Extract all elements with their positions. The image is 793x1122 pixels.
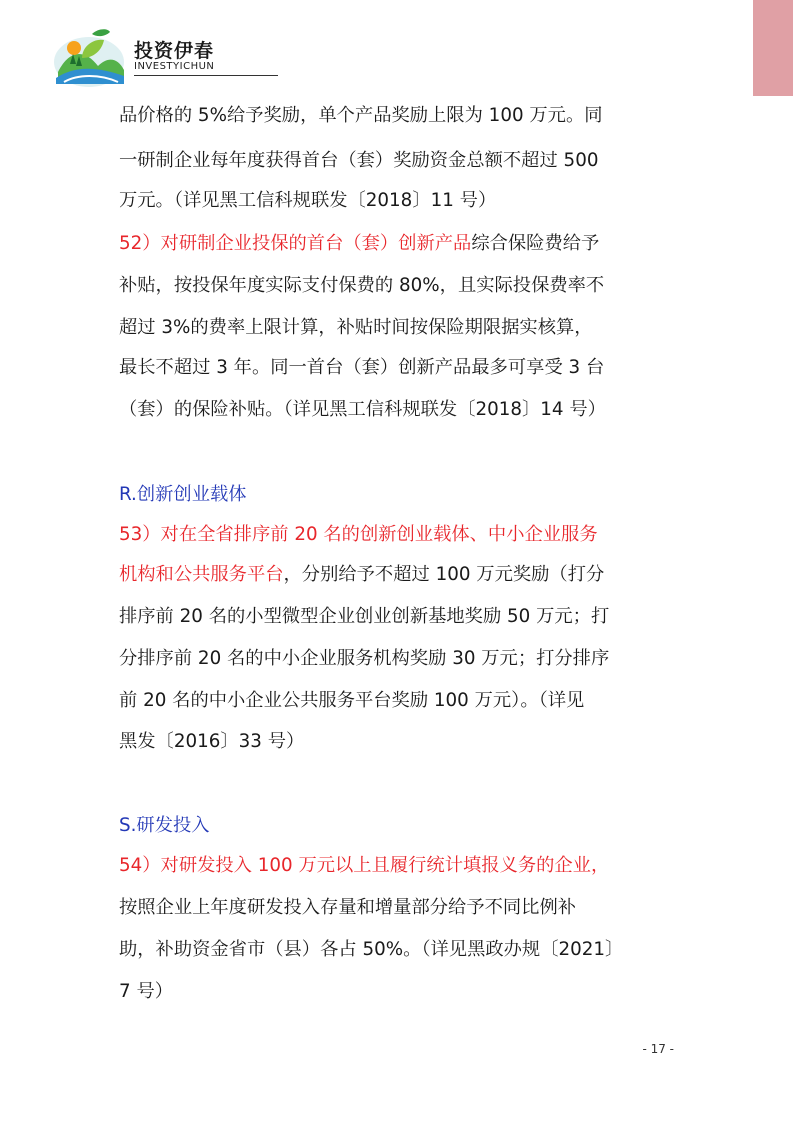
- highlight-text: 机构和公共服务平台: [119, 564, 284, 585]
- text-line: 品价格的 5%给予奖励，单个产品奖励上限为 100 万元。同: [119, 105, 603, 126]
- text-line: 最长不超过 3 年。同一首台（套）创新产品最多可享受 3 台: [119, 357, 605, 378]
- logo-icon: [52, 26, 126, 90]
- text-line: 万元。（详见黑工信科规联发〔2018〕11 号）: [119, 190, 497, 211]
- text-line: 排序前 20 名的小型微型企业创业创新基地奖励 50 万元；打: [119, 606, 610, 627]
- highlight-line: 54）对研发投入 100 万元以上且履行统计填报义务的企业，: [119, 855, 610, 876]
- text-line: 助，补助资金省市（县）各占 50%。（详见黑政办规〔2021〕: [119, 939, 624, 960]
- brand-subtitle: INVESTYICHUN: [134, 61, 215, 72]
- text-line: 超过 3%的费率上限计算，补贴时间按保险期限据实核算，: [119, 317, 593, 338]
- text-line: 前 20 名的中小企业公共服务平台奖励 100 万元）。（详见: [119, 690, 585, 711]
- highlight-line: 53）对在全省排序前 20 名的创新创业载体、中小企业服务: [119, 524, 598, 545]
- brand-title: 投资伊春: [134, 40, 215, 62]
- section-heading-s: S.研发投入: [119, 815, 210, 836]
- text-line: 黑发〔2016〕33 号）: [119, 731, 305, 752]
- text-run: 综合保险费给予: [471, 233, 600, 254]
- text-line: 分排序前 20 名的中小企业服务机构奖励 30 万元；打分排序: [119, 648, 610, 669]
- text-line: 一研制企业每年度获得首台（套）奖励资金总额不超过 500: [119, 150, 599, 171]
- text-line: 按照企业上年度研发投入存量和增量部分给予不同比例补: [119, 897, 577, 918]
- brand-divider: [134, 75, 278, 76]
- section-heading-r: R.创新创业载体: [119, 484, 247, 505]
- highlight-text: 52）对研制企业投保的首台（套）创新产品: [119, 233, 472, 254]
- corner-tab: [753, 0, 793, 96]
- text-line: 7 号）: [119, 981, 174, 1002]
- paragraph-53-second-line: [119, 563, 679, 587]
- text-line: 补贴，按投保年度实际支付保费的 80%，且实际投保费率不: [119, 275, 605, 296]
- page-number: - 17 -: [642, 1042, 674, 1056]
- text-line: （套）的保险补贴。（详见黑工信科规联发〔2018〕14 号）: [119, 399, 606, 420]
- text-run: ，分别给予不超过 100 万元奖励（打分: [283, 564, 605, 585]
- paragraph-52-first-line: [119, 232, 679, 256]
